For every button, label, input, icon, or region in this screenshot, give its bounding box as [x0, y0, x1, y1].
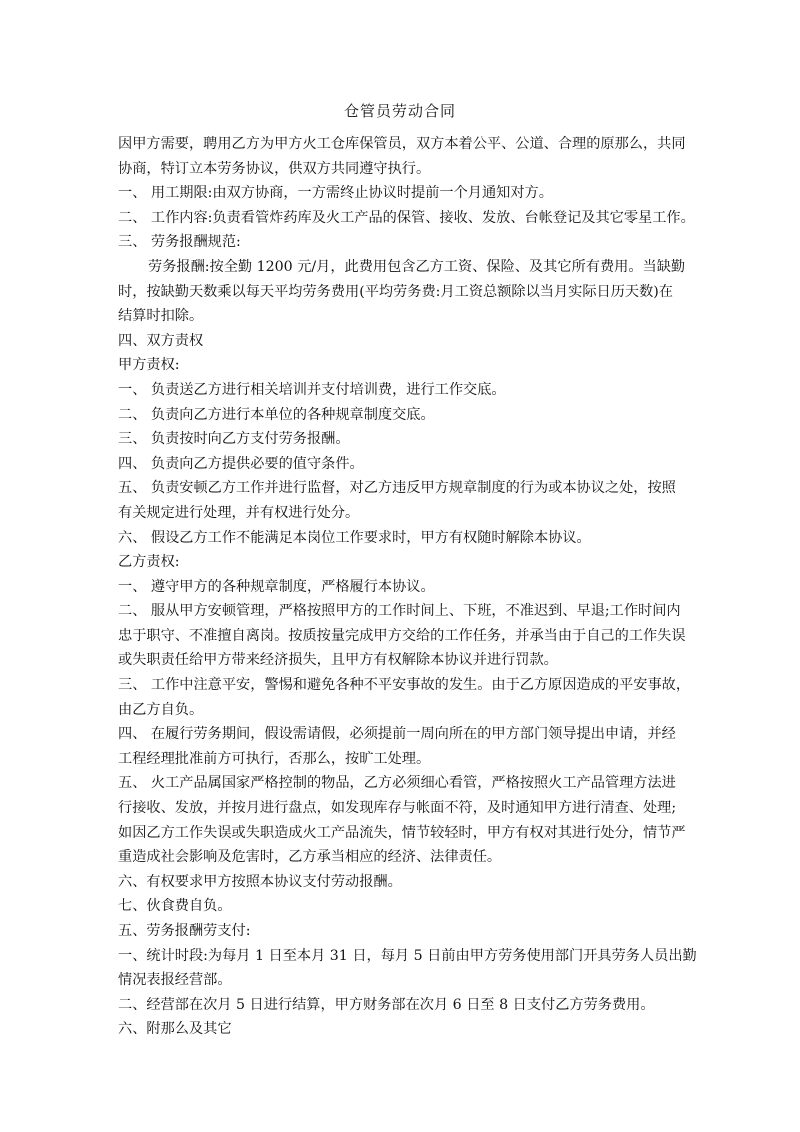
- clause-paragraph: [118, 181, 695, 255]
- text-line: 如因乙方工作失误或失职造成火工产品流失，情节较轻时，甲方有权对其进行处分，情节严: [118, 824, 686, 841]
- text-line: 六、 假设乙方工作不能满足本岗位工作要求时，甲方有权随时解除本协议。: [118, 529, 591, 546]
- text-line: 工程经理批准前方可执行，否那么，按旷工处理。: [118, 750, 431, 767]
- text-line: 忠于职守、不准擅自离岗。按质按量完成甲方交给的工作任务，并承当由于自己的工作失误: [118, 627, 686, 644]
- text-line: 三、 工作中注意平安，警惕和避免各种不平安事故的发生。由于乙方原因造成的平安事故，: [118, 677, 691, 694]
- text-line: 三、 劳务报酬规范:: [118, 234, 241, 251]
- text-line: 三、 负责按时向乙方支付劳务报酬。: [118, 431, 350, 448]
- text-line: 协商，特订立本劳务协议，供双方共同遵守执行。: [118, 160, 431, 177]
- text-line: 结算时扣除。: [118, 308, 204, 325]
- text-line: 二、经营部在次月 5 日进行结算，甲方财务部在次月 6 日至 8 日支付乙方劳务费用。: [118, 996, 655, 1013]
- text-line: 四、 负责向乙方提供必要的值守条件。: [118, 455, 364, 472]
- text-line: 五、 负责安顿乙方工作并进行监督，对乙方违反甲方规章制度的行为或本协议之处，按照: [118, 480, 676, 497]
- text-line: 一、 遵守甲方的各种规章制度，严格履行本协议。: [118, 578, 435, 595]
- text-line: 因甲方需要，聘用乙方为甲方火工仓库保管员，双方本着公平、公道、合理的原那么，共同: [118, 136, 686, 152]
- document-title: 仓管员劳动合同: [343, 102, 456, 120]
- text-line: 六、有权要求甲方按照本协议支付劳动报酬。: [118, 873, 402, 890]
- text-line: 一、统计时段:为每月 1 日至本月 31 日，每月 5 日前由甲方劳务使用部门开具劳务人员出勤: [118, 947, 697, 964]
- payment-section: [118, 919, 697, 1042]
- subsection-heading: 乙方责权:: [118, 554, 180, 571]
- text-line: 二、 负责向乙方进行本单位的各种规章制度交底。: [118, 406, 435, 423]
- text-line: 一、 用工期限:由双方协商，一方需终止协议时提前一个月通知对方。: [118, 185, 553, 202]
- text-line: 或失职责任给甲方带来经济损失，且甲方有权解除本协议并进行罚款。: [118, 652, 558, 669]
- text-line: 时，按缺勤天数乘以每天平均劳务费用(平均劳务费:月工资总额除以当月实际日历天数)在: [118, 283, 673, 300]
- text-line: 情况表报经营部。: [118, 972, 232, 989]
- section-heading: 五、劳务报酬劳支付:: [118, 923, 251, 939]
- document-body: [118, 132, 697, 1042]
- text-line: 五、 火工产品属国家严格控制的物品，乙方必须细心看管，严格按照火工产品管理方法进: [118, 775, 676, 792]
- section-heading: 四、双方责权: [118, 332, 204, 349]
- rights-section: [118, 329, 691, 919]
- text-line: 有关规定进行处理，并有权进行处分。: [118, 504, 360, 521]
- text-line: 七、伙食费自负。: [118, 898, 232, 915]
- intro-paragraph: [118, 132, 686, 181]
- remuneration-paragraph: [118, 255, 686, 329]
- text-line: 由乙方自负。: [118, 701, 204, 718]
- text-line: 劳务报酬:按全勤 1200 元/月，此费用包含乙方工资、保险、及其它所有费用。当缺勤: [148, 258, 686, 275]
- text-line: 行接收、发放，并按月进行盘点，如发现库存与帐面不符，及时通知甲方进行清查、处理;: [118, 800, 677, 817]
- subsection-heading: 甲方责权:: [118, 357, 180, 374]
- section-heading: 六、附那么及其它: [118, 1021, 232, 1038]
- text-line: 二、 服从甲方安顿管理，严格按照甲方的工作时间上、下班，不准迟到、早退;工作时间内: [118, 603, 681, 620]
- text-line: 二、 工作内容:负责看管炸药库及火工产品的保管、接收、发放、台帐登记及其它零星工作。: [118, 209, 695, 226]
- text-line: 一、 负责送乙方进行相关培训并支付培训费，进行工作交底。: [118, 381, 506, 398]
- text-line: 四、 在履行劳务期间，假设需请假，必须提前一周向所在的甲方部门领导提出申请，并经: [118, 726, 676, 743]
- text-line: 重造成社会影响及危害时，乙方承当相应的经济、法律责任。: [118, 849, 502, 866]
